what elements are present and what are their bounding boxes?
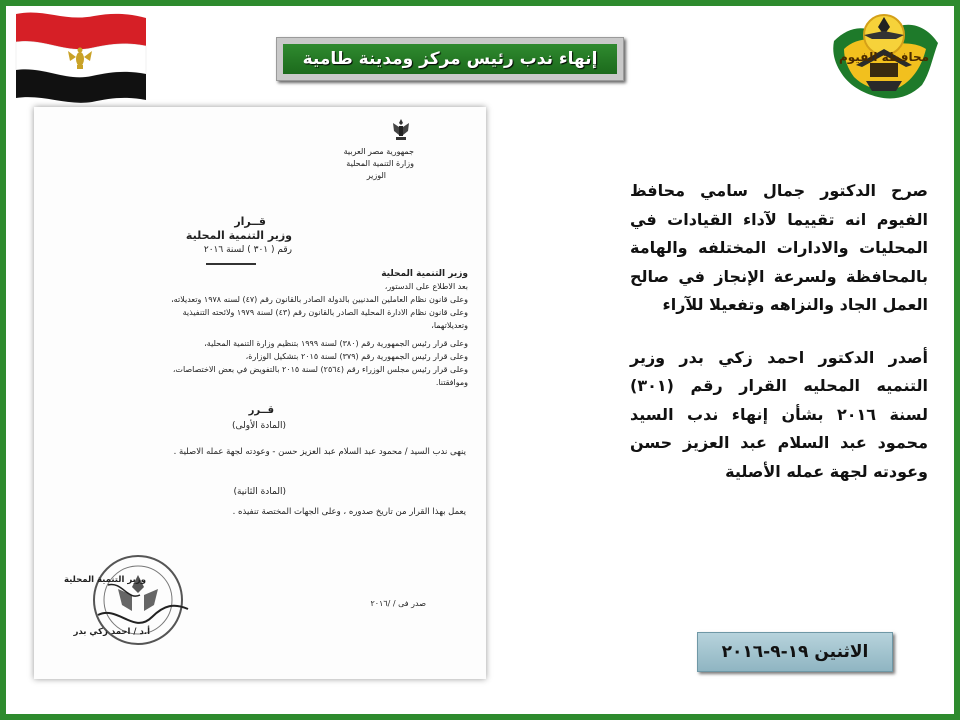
title-banner: [276, 37, 624, 81]
article-2-text: يعمل بهذا القرار من تاريخ صدوره ، وعلى الجهات المختصة تنفيذه .: [232, 507, 466, 517]
article-1-heading: (المادة الأولى): [231, 421, 286, 431]
date-badge: [697, 632, 893, 672]
preamble-line-2: وعلى قانون نظام العاملين المدنيين بالدولة الصادر بالقانون رقم (٤٧) لسنه ١٩٧٨ وتعديلاته،: [171, 295, 468, 304]
article-2-heading: (المادة الثانية): [233, 487, 286, 497]
article-paragraph-1: صرح الدكتور جمال سامي محافظ الفيوم انه تقييما لآداء القيادات في المحليات والادارات المختلفه والهامة بالمحافظة ولسرعة الإنجاز في صالح العمل الجاد والنزاهه وتفعيلا للآراء: [630, 181, 928, 314]
issued-date: صدر فى / /٢٠١٦: [370, 599, 426, 608]
doc-header-line-1: جمهورية مصر العربية: [343, 147, 414, 156]
date-text: الاثنين ١٩-٩-٢٠١٦: [721, 642, 869, 662]
preamble-line-7: وعلى قرار رئيس مجلس الوزراء رقم (٢٥٦٤) لسنة ٢٠١٥ بالتفويض في بعض الاختصاصات،: [172, 365, 468, 374]
title-banner-inner: [283, 44, 617, 74]
eagle-emblem-icon: [390, 117, 412, 143]
doc-header-line-3: الوزير: [366, 171, 386, 180]
preamble-line-6: وعلى قرار رئيس الجمهورية رقم (٣٧٩) لسنة ٢٠١٥ بتشكيل الوزارة،: [245, 352, 468, 361]
decision-title: قــرار: [234, 215, 266, 228]
preamble-line-5: وعلى قرار رئيس الجمهورية رقم (٣٨٠) لسنة ١٩٩٩ بتنظيم وزارة التنمية المحلية،: [204, 339, 468, 348]
decision-document-scan: [34, 107, 486, 679]
decides-heading: قــرر: [248, 405, 274, 416]
logo-text: محافظة الفيوم: [838, 50, 930, 64]
doc-header-line-2: وزارة التنمية المحلية: [346, 159, 414, 168]
decision-underline: [206, 263, 256, 265]
preamble-line-3: وعلى قانون نظام الادارة المحلية الصادر بالقانون رقم (٤٣) لسنة ١٩٧٩ ولائحته التنفيذية: [182, 308, 468, 317]
signature-title: وزير التنمية المحلية: [64, 575, 146, 585]
minister-line: وزير التنمية المحلية: [381, 269, 468, 279]
preamble-line-4: وتعديلاتهما،: [431, 321, 468, 330]
egypt-flag: [14, 8, 148, 104]
decision-number: رقم ( ٣٠١ ) لسنة ٢٠١٦: [203, 245, 292, 255]
decision-minister: وزير التنمية المحلية: [185, 229, 292, 242]
signature-name: أ.د / احمد زكي بدر: [73, 627, 150, 637]
ministry-stamp-icon: [78, 545, 198, 655]
page-title: إنهاء ندب رئيس مركز ومدينة طامية: [302, 49, 598, 69]
article-body: [630, 177, 928, 510]
article-paragraph-2: أصدر الدكتور احمد زكي بدر وزير التنميه المحليه القرار رقم (٣٠١) لسنة ٢٠١٦ بشأن إنهاء ندب السيد محمود عبد السلام عبد العزيز حسن وعودته لجهة عمله الأصلية: [630, 347, 929, 481]
governorate-logo: [826, 5, 942, 105]
preamble-line-1: بعد الاطلاع على الدستور،: [384, 282, 468, 291]
article-1-text: ينهى ندب السيد / محمود عبد السلام عبد العزيز حسن - وعودته لجهة عمله الاصلية .: [173, 447, 466, 457]
preamble-line-8: وموافقتنا.: [435, 378, 468, 387]
